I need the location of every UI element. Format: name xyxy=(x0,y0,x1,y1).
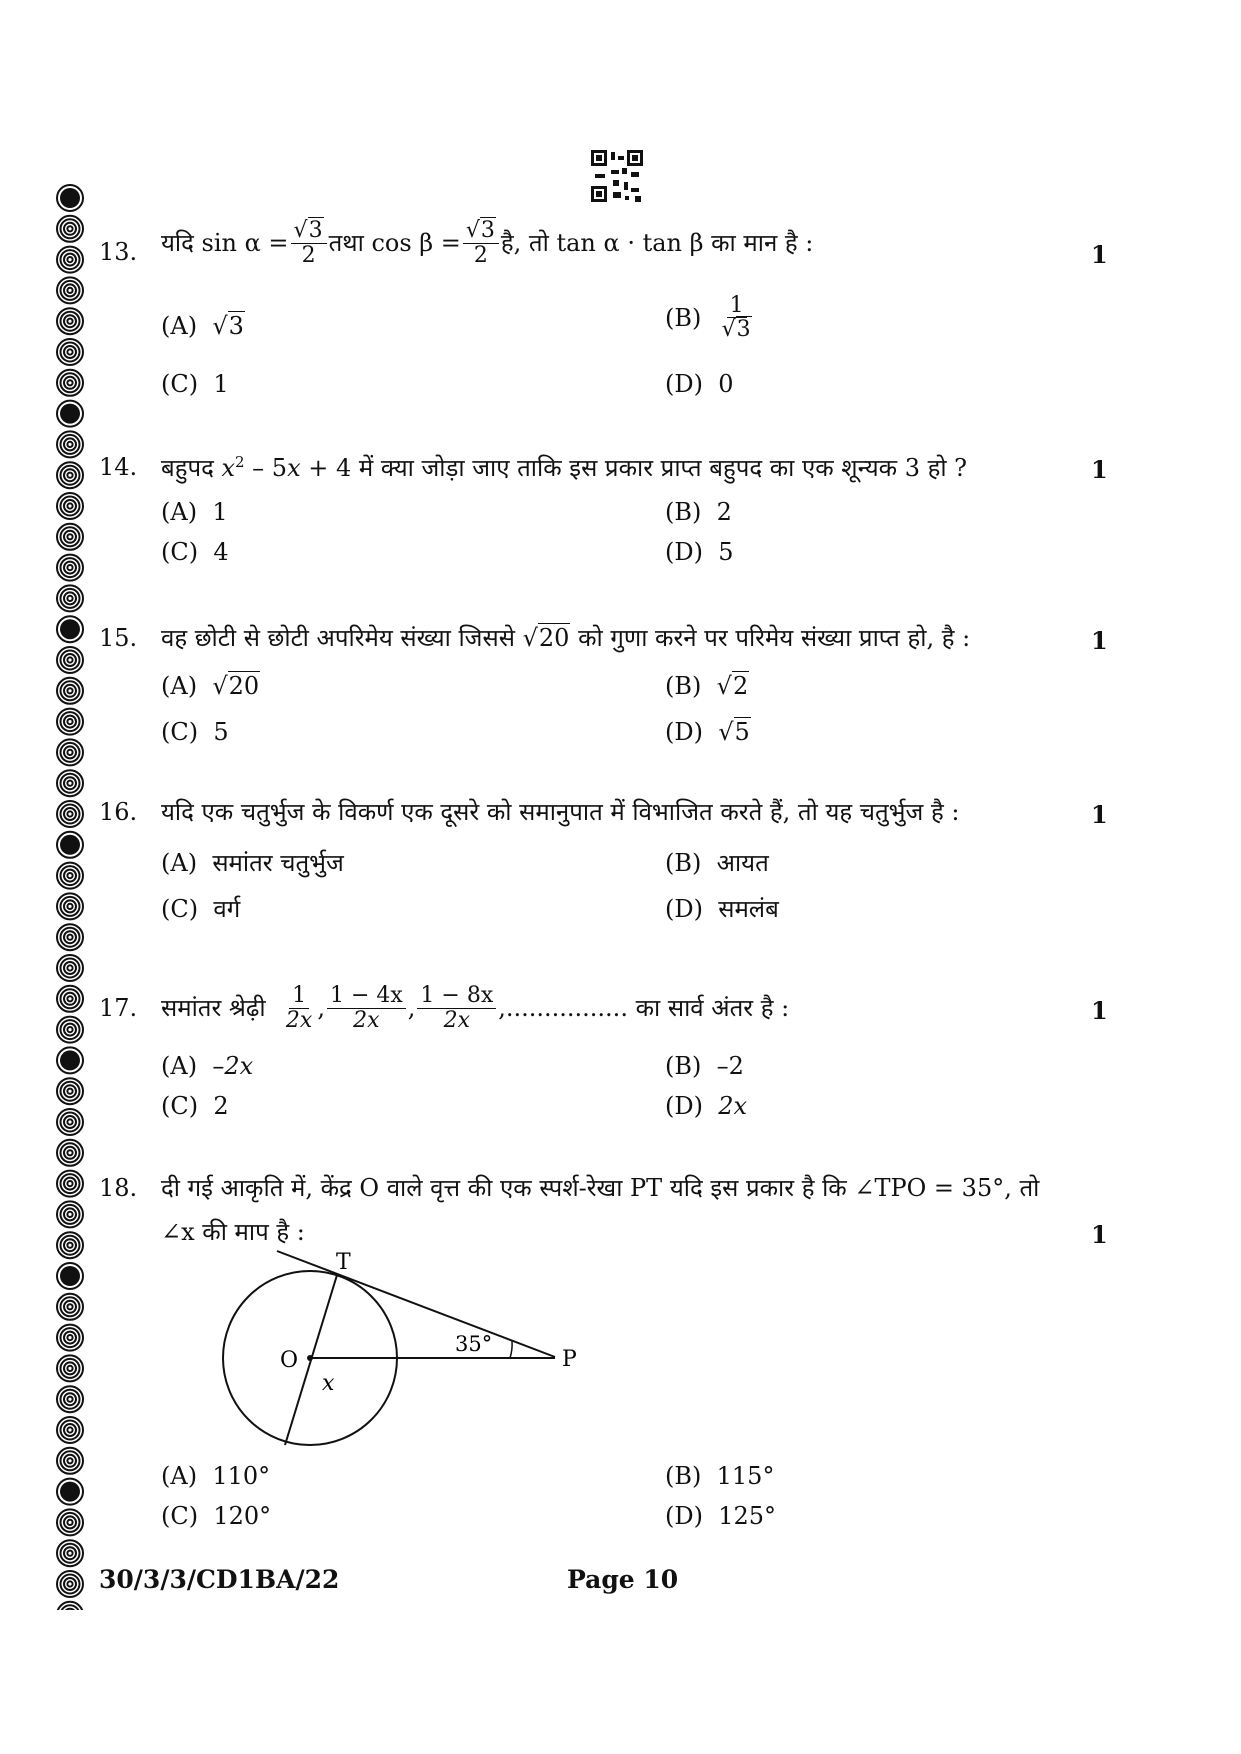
ring-icon xyxy=(57,1479,83,1505)
q16-option-d[interactable]: (D) समलंब xyxy=(665,895,779,923)
q18-number: 18. xyxy=(99,1174,138,1202)
ring-icon xyxy=(57,739,83,765)
q14-option-d[interactable]: (D) 5 xyxy=(665,538,734,566)
q14-option-a[interactable]: (A) 1 xyxy=(161,498,228,526)
q13-option-a[interactable]: (A) √3 xyxy=(161,312,244,340)
q15-option-c[interactable]: (C) 5 xyxy=(161,718,229,746)
q13-text-2: तथा cos β = xyxy=(328,229,461,257)
ring-icon xyxy=(57,247,83,273)
ring-icon xyxy=(57,493,83,519)
q14-question: बहुपद $x^2 - 5x + 4$ में क्या जोड़ा जाए ताकि इस प्रकार प्राप्त बहुपद का एक शून्यक 3 हो ? xyxy=(161,453,968,482)
ring-icon xyxy=(57,863,83,889)
ring-icon xyxy=(57,986,83,1012)
ring-icon xyxy=(57,1602,83,1610)
ring-icon xyxy=(57,832,83,858)
center-dot xyxy=(307,1355,313,1361)
q18-option-a[interactable]: (A) 110° xyxy=(161,1462,271,1490)
q17-option-c[interactable]: (C) 2 xyxy=(161,1092,229,1120)
ring-icon xyxy=(57,1140,83,1166)
label-t: T xyxy=(336,1250,351,1275)
ring-icon xyxy=(57,185,83,211)
ring-icon xyxy=(57,770,83,796)
ring-icon xyxy=(57,1386,83,1412)
q13-frac-cos: $\frac{√3}{2}$ xyxy=(463,219,499,266)
ring-icon xyxy=(57,1355,83,1381)
ring-icon xyxy=(57,308,83,334)
q15-number: 15. xyxy=(99,624,138,652)
q14-marks: 1 xyxy=(1091,455,1108,484)
ring-icon xyxy=(57,1109,83,1135)
q15-question: वह छोटी से छोटी अपरिमेय संख्या जिससे √20 को गुणा करने पर परिमेय संख्या प्राप्त हो, है : xyxy=(161,624,971,652)
q15-option-b[interactable]: (B) √2 xyxy=(665,672,749,700)
q17-question: समांतर श्रेढ़ी $\frac{1}{2x}$ , $\frac{1 - 4x}{2x}$ , $\frac{1 - 8x}{2x}$ ,................ का सार्व अंतर है : xyxy=(161,983,790,1033)
label-angle: 35° xyxy=(455,1332,493,1356)
ring-icon xyxy=(57,924,83,950)
ring-icon xyxy=(57,216,83,242)
q15-marks: 1 xyxy=(1091,626,1108,655)
ring-icon xyxy=(57,1509,83,1535)
q14-option-b[interactable]: (B) 2 xyxy=(665,498,732,526)
q13-marks: 1 xyxy=(1091,240,1108,269)
q14-number: 14. xyxy=(99,453,138,481)
label-x: x xyxy=(322,1371,335,1396)
q17-option-a[interactable]: (A) –2x xyxy=(161,1052,254,1080)
ring-icon xyxy=(57,401,83,427)
q17-option-d[interactable]: (D) 2x xyxy=(665,1092,748,1120)
ring-icon xyxy=(57,801,83,827)
q18-question-line2: ∠x की माप है : xyxy=(161,1218,305,1246)
ring-icon xyxy=(57,1571,83,1597)
ring-icon xyxy=(57,955,83,981)
ring-icon xyxy=(57,555,83,581)
ring-icon xyxy=(57,678,83,704)
q16-question: यदि एक चतुर्भुज के विकर्ण एक दूसरे को समानुपात में विभाजित करते हैं, तो यह चतुर्भुज है : xyxy=(161,798,960,826)
q13-frac-sin: $\frac{√3}{2}$ xyxy=(291,219,327,266)
ring-icon xyxy=(57,1263,83,1289)
ring-border-decoration xyxy=(50,180,90,1610)
label-p: P xyxy=(562,1347,577,1372)
ring-icon xyxy=(57,1078,83,1104)
qr-code xyxy=(591,150,643,202)
q16-option-c[interactable]: (C) वर्ग xyxy=(161,895,241,923)
ring-icon xyxy=(57,647,83,673)
q13-option-b[interactable]: (B) $\frac{1}{√3}$ xyxy=(665,293,751,343)
paper-code: 30/3/3/CD1BA/22 xyxy=(99,1565,340,1594)
q15-option-a[interactable]: (A) √20 xyxy=(161,672,260,700)
q16-option-a[interactable]: (A) समांतर चतुर्भुज xyxy=(161,849,344,877)
ring-icon xyxy=(57,1325,83,1351)
q18-option-c[interactable]: (C) 120° xyxy=(161,1502,272,1530)
q18-option-b[interactable]: (B) 115° xyxy=(665,1462,775,1490)
q14-option-c[interactable]: (C) 4 xyxy=(161,538,229,566)
ring-icon xyxy=(57,1047,83,1073)
q13-text-1: यदि sin α = xyxy=(161,229,289,257)
ring-icon xyxy=(57,524,83,550)
q17-marks: 1 xyxy=(1091,996,1108,1025)
ring-icon xyxy=(57,277,83,303)
q13-option-c[interactable]: (C) 1 xyxy=(161,370,229,398)
q18-option-d[interactable]: (D) 125° xyxy=(665,1502,777,1530)
q16-marks: 1 xyxy=(1091,800,1108,829)
ring-icon xyxy=(57,1017,83,1043)
q13-option-d[interactable]: (D) 0 xyxy=(665,370,734,398)
q15-option-d[interactable]: (D) √5 xyxy=(665,718,750,746)
ring-icon xyxy=(57,370,83,396)
q13-text-3: है, तो tan α · tan β का मान है : xyxy=(500,229,814,257)
page-number: Page 10 xyxy=(567,1565,679,1594)
ring-icon xyxy=(57,462,83,488)
tangent-line xyxy=(277,1251,555,1357)
ring-icon xyxy=(57,339,83,365)
ring-icon xyxy=(57,1417,83,1443)
angle-arc xyxy=(510,1341,512,1358)
q17-frac-2: $\frac{1 - 4x}{2x}$ xyxy=(327,984,406,1031)
q17-option-b[interactable]: (B) –2 xyxy=(665,1052,744,1080)
ring-icon xyxy=(57,893,83,919)
ring-icon xyxy=(57,1232,83,1258)
q16-option-b[interactable]: (B) आयत xyxy=(665,849,769,877)
q13-number: 13. xyxy=(99,238,138,266)
ring-icon xyxy=(57,585,83,611)
ring-icon xyxy=(57,616,83,642)
q17-frac-1: $\frac{1}{2x}$ xyxy=(285,983,313,1033)
ring-icon xyxy=(57,1448,83,1474)
ring-icon xyxy=(57,1171,83,1197)
ring-icon xyxy=(57,1294,83,1320)
ring-icon xyxy=(57,1540,83,1566)
label-o: O xyxy=(280,1348,299,1373)
q16-number: 16. xyxy=(99,798,138,826)
ring-icon xyxy=(57,709,83,735)
q18-question-line1: दी गई आकृति में, केंद्र O वाले वृत्त की एक स्पर्श-रेखा PT यदि इस प्रकार है कि ∠TPO = 35°, तो xyxy=(161,1174,1040,1202)
q18-marks: 1 xyxy=(1091,1220,1108,1249)
q17-number: 17. xyxy=(99,994,138,1022)
q13-question xyxy=(161,218,813,268)
ring-icon xyxy=(57,1201,83,1227)
q17-frac-3: $\frac{1 - 8x}{2x}$ xyxy=(417,984,496,1031)
q18-figure xyxy=(210,1245,610,1465)
ring-icon xyxy=(57,431,83,457)
